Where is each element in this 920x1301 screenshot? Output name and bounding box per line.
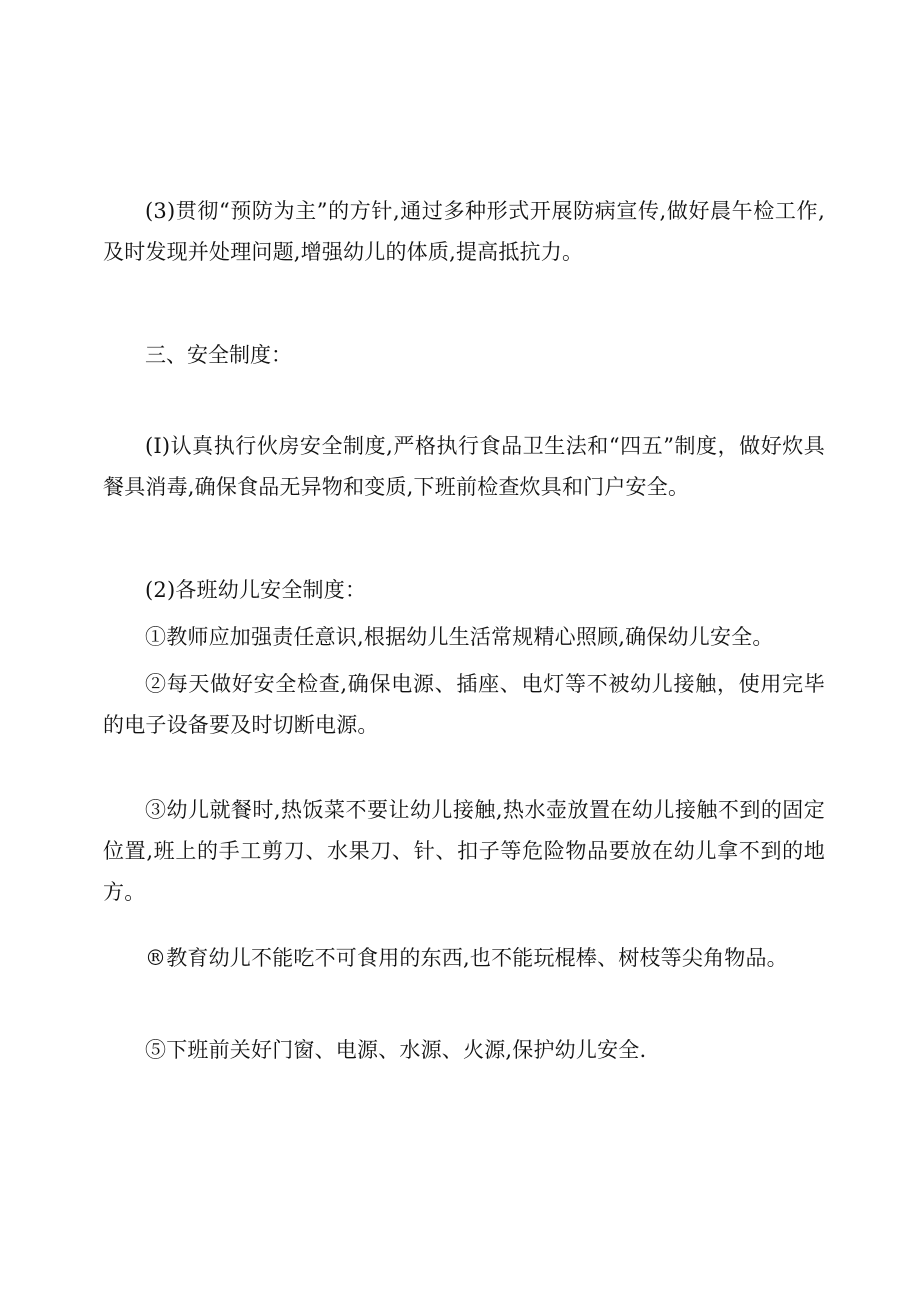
paragraph-item-2: ②每天做好安全检查,确保电源、插座、电灯等不被幼儿接触，使用完毕的电子设备要及时切断电源。 xyxy=(103,672,825,737)
paragraph-class-safety-title: (2)各班幼儿安全制度： xyxy=(145,578,367,602)
section-heading-safety: 三、安全制度： xyxy=(145,343,292,367)
paragraph-kitchen-safety: (I)认真执行伙房安全制度,严格执行食品卫生法和“四五”制度，做好炊具餐具消毒,确保食品无异物和变质,下班前检查炊具和门户安全。 xyxy=(103,434,825,499)
paragraph-item-5: ⑤下班前关好门窗、电源、水源、火源,保护幼儿安全. xyxy=(145,1038,647,1062)
paragraph-item-3: ③幼儿就餐时,热饭菜不要让幼儿接触,热水壶放置在幼儿接触不到的固定位置,班上的手工剪刀、水果刀、针、扣子等危险物品要放在幼儿拿不到的地方。 xyxy=(103,798,825,904)
paragraph-item-4: ®教育幼儿不能吃不可食用的东西,也不能玩棍棒、树枝等尖角物品。 xyxy=(145,946,788,970)
paragraph-health-prevention: (3)贯彻“预防为主”的方针,通过多种形式开展防病宣传,做好晨午检工作,及时发现并处理问题,增强幼儿的体质,提高抵抗力。 xyxy=(103,199,825,264)
paragraph-item-1: ①教师应加强责任意识,根据幼儿生活常规精心照顾,确保幼儿安全。 xyxy=(145,625,774,649)
